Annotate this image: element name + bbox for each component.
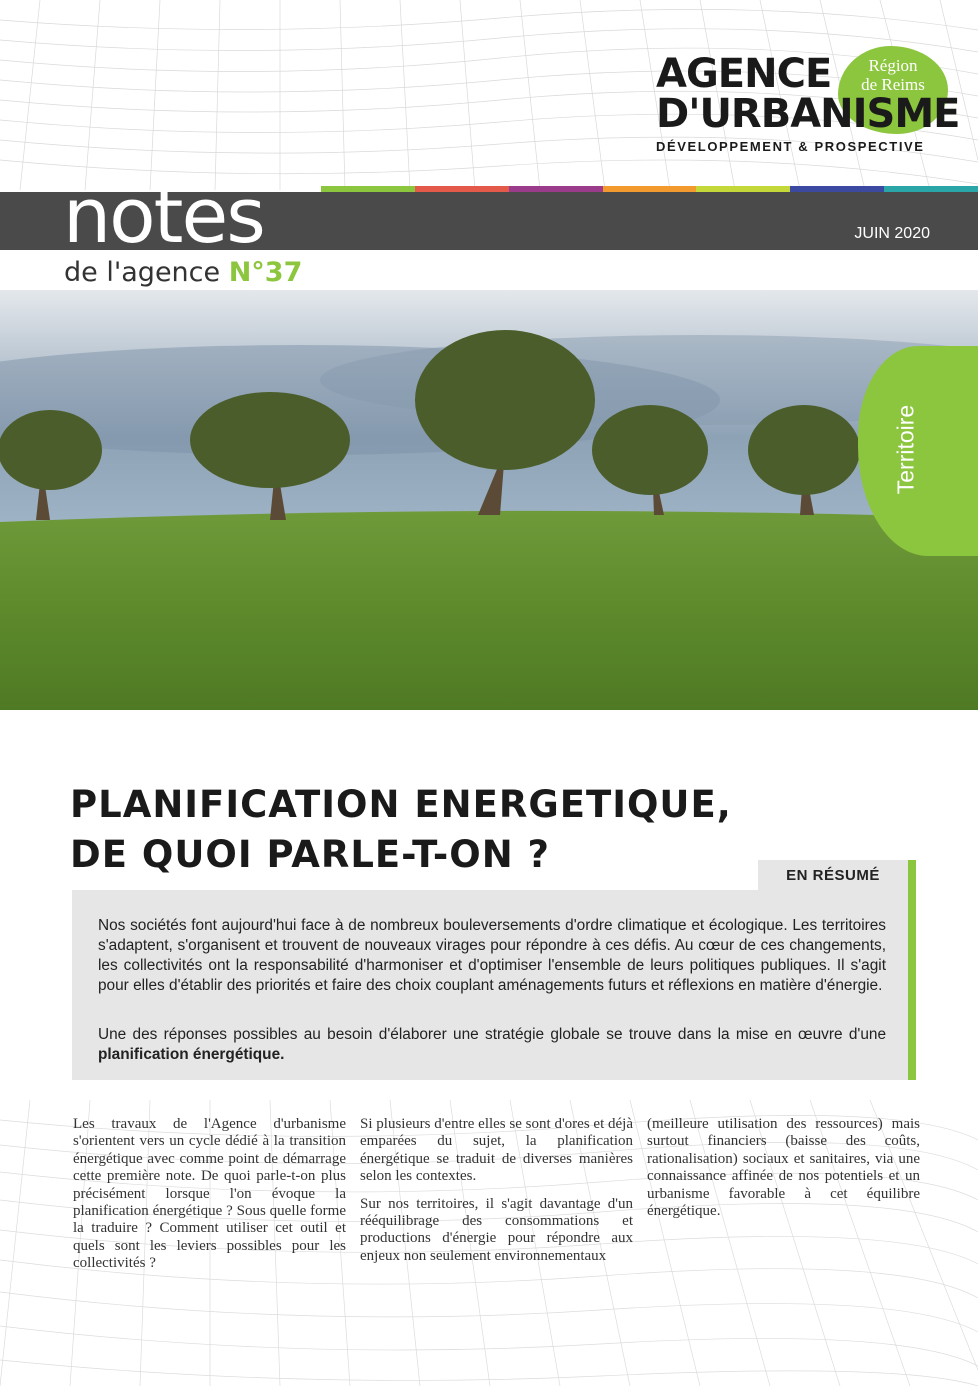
issue-line (64, 257, 302, 288)
issue-number: N°37 (228, 257, 303, 288)
summary-paragraph-2 (98, 1025, 886, 1065)
summary-paragraph-2-text: Une des réponses possibles au besoin d'élaborer une stratégie globale se trouve dans la mise en œuvre d'une (98, 1026, 886, 1043)
agency-logo (652, 46, 960, 161)
body-column-2 (360, 1116, 633, 1275)
logo-region-line2: de Reims (861, 75, 925, 94)
cover-photo (0, 290, 978, 710)
summary-paragraph-1: Nos sociétés font aujourd'hui face à de nombreux bouleversements d'ordre climatique et écologique. Les territoires s'adaptent, s'organisent et trouvent de nouveaux virages pour répondre à ces défis. Au cœur de ces changements, les collectivités ont la responsabilité d'harmoniser et d'optimiser l'ensemble de leurs politiques publiques. Il s'agit pour elles d'établir des priorités et faire des choix couplant aménagements futurs et réflexions en matière d'énergie. (98, 917, 886, 994)
body-col1-paragraph: Les travaux de l'Agence d'urbanisme s'orientent vers un cycle dédié à la transition énergétique avec comme point de démarrage cette première note. De quoi parle-t-on plus précisément lorsque l'on évoque la planification énergétique ? Sous quelle forme la traduire ? Comment utiliser cet outil et quels sont les leviers possibles pour les collectivités ? (73, 1116, 346, 1272)
logo-tagline: DÉVELOPPEMENT & PROSPECTIVE (656, 139, 925, 154)
body-col2-paragraph-2: Sur nos territoires, il s'agit davantage d'un rééquilibrage des consommations et productions d'énergie pour répondre aux enjeux non seulement environnementaux (360, 1195, 633, 1264)
logo-region (838, 56, 948, 94)
body-col3-paragraph: (meilleure utilisation des ressources) mais surtout financiers (baisse des coûts, rationalisation) sociaux et sanitaires, via une connaissance affinée de nos potentiels et un urbanisme favorable à cet équilibre énergétique. (647, 1116, 920, 1220)
category-label: Territoire (892, 404, 919, 495)
logo-region-line1: Région (868, 56, 918, 75)
summary-label: EN RÉSUMÉ (758, 860, 908, 890)
title-line2: DE QUOI PARLE-T-ON ? (70, 833, 551, 876)
page-title (70, 780, 732, 880)
body-col2-paragraph-1: Si plusieurs d'entre elles se sont d'ores et déjà emparées du sujet, la planification énergétique se traduit de diverses manières selon les contextes. (360, 1116, 633, 1185)
issue-prefix: de l'agence (64, 257, 229, 288)
body-column-1 (73, 1116, 346, 1283)
body-column-3 (647, 1116, 920, 1230)
summary-paragraph-2-bold: planification énergétique. (98, 1046, 285, 1063)
notes-title: notes (63, 171, 264, 260)
title-line1: PLANIFICATION ENERGETIQUE, (70, 783, 732, 826)
logo-line2: D'URBANISME (656, 91, 960, 137)
logo-line1: AGENCE (656, 51, 832, 97)
summary-accent-bar (908, 860, 916, 1080)
publication-date: JUIN 2020 (854, 225, 930, 242)
